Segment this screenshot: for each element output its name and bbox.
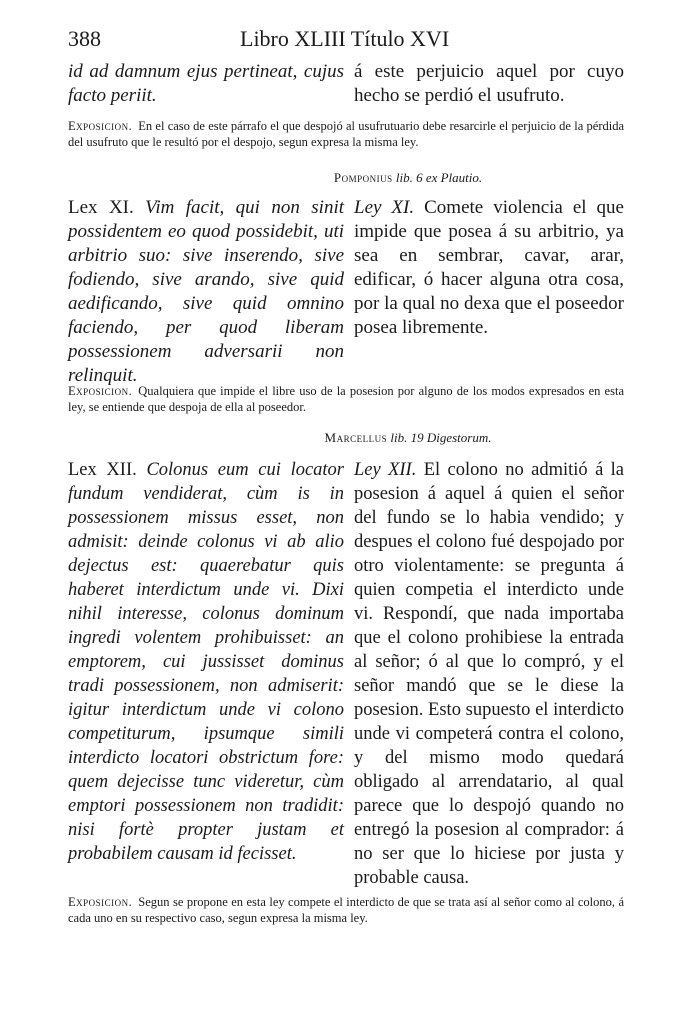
source-author: Marcellus [324, 430, 388, 445]
exposition-paragraph [68, 118, 624, 150]
section-lex-xii [68, 458, 624, 890]
page-number: 388 [68, 26, 101, 51]
latin-column [68, 196, 344, 388]
exposition-text: Qualquiera que impide el libre uso de la posesion por alguno de los modos expresados en esta ley, se entiende que despoja de ella al poseedor. [68, 384, 624, 414]
exposition-text: Segun se propone en esta ley compete el interdicto de que se trata así al señor como al colono, á cada uno en su respectivo caso, segun expresa la misma ley. [68, 895, 624, 925]
exposition-label: Exposicion. [68, 119, 133, 133]
spanish-column [354, 60, 624, 108]
source-citation [130, 430, 682, 446]
spanish-text: Comete violencia el que impide que posea á su arbitrio, ya sea en sembrar, cavar, arar, edificar, ó hacer alguna otra cosa, por la qual no dexa que el poseedor posea libremente. [354, 197, 624, 338]
spanish-text: El colono no admitió á la posesion á aquel á quien el señor del fundo se lo habia vendido; y despues el colono fué despojado por otro violentamente: se pregunta á quien competia el interdicto unde vi. Respondí, que nada importaba que el colono prohibiese la entrada al señor; ó al que lo compró, y el señor mandó que se le diese la posesion. Esto supuesto el interdicto unde vi competerá contra el colono, y del mismo modo quedará obligado al arrendatario, al qual parece que lo despojó quando no entregó la posesion al comprador: á no ser que lo hiciese por justa y probable causa. [354, 460, 625, 888]
exposition-paragraph [68, 894, 624, 926]
source-work: lib. 6 ex Plautio. [395, 170, 483, 185]
section-continuation [68, 60, 624, 108]
spanish-column [354, 458, 624, 890]
source-work: lib. 19 Digestorum. [390, 430, 492, 445]
spanish-column [354, 196, 624, 388]
page-header [68, 26, 624, 56]
exposition-label: Exposicion. [68, 384, 133, 398]
latin-column [68, 60, 344, 108]
latin-text: Colonus eum cui locator fundum vendiderat, cùm is in possessionem missus esset, non admisit: deinde colonus vi ab alio dejectus est: quaerebatur quis haberet interdictum unde vi. Dixi nihil interesse, colonus dominum ingredi volentem prohibuisset: an emptorem, cui jussisset dominus tradi possessionem, non admiserit: igitur interdictum unde vi colono competiturum, ipsumque simili interdicto locatori obstrictum fore: quem dejecisse tunc videretur, cùm emptori possessionem non tradidit: nisi fortè propter justam et probabilem causam id fecisset. [68, 460, 345, 864]
exposition-label: Exposicion. [68, 895, 133, 909]
source-citation [130, 170, 682, 186]
latin-text: id ad damnum ejus pertineat, cujus facto periit. [68, 61, 344, 106]
section-lex-xi [68, 196, 624, 388]
spanish-law-number: Ley XII. [354, 460, 417, 480]
spanish-text: á este perjuicio aquel por cuyo hecho se perdió el usufruto. [354, 61, 624, 106]
latin-text: Vim facit, qui non sinit possidentem eo quod possidebit, uti arbitrio suo: sive inserendo, sive fodiendo, sive arando, sive quid aedificando, sive quid omnino faciendo, per quod liberam possessionem adversarii non relinquit. [68, 197, 344, 386]
latin-column [68, 458, 344, 890]
running-title: Libro XLIII Título XVI [240, 26, 450, 51]
latin-law-number: Lex XI. [68, 197, 134, 218]
spanish-law-number: Ley XI. [354, 197, 415, 218]
latin-law-number: Lex XII. [68, 460, 137, 480]
exposition-text: En el caso de este párrafo el que despojó al usufrutuario debe resarcirle el perjuicio de la pérdida del usufruto que le resultó por el despojo, segun expresa la misma ley. [68, 119, 624, 149]
exposition-paragraph [68, 383, 624, 415]
source-author: Pomponius [333, 170, 393, 185]
